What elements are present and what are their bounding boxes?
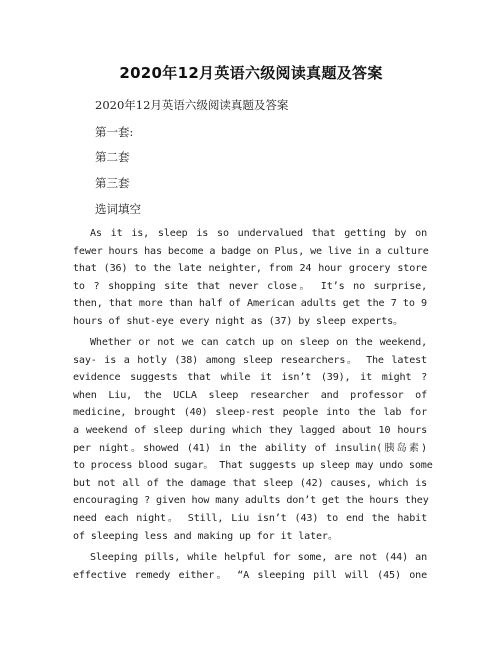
paragraph-line: Sleeping pills, while helpful for some, are not (44) an — [90, 552, 427, 563]
paragraph-line: when Liu, the UCLA sleep researcher and professor of — [73, 389, 427, 401]
section-label-1: 第一套: — [95, 125, 134, 139]
section-label-2: 第二套 — [95, 150, 130, 164]
paragraph-line: to process blood sugar。 That suggests up sleep may undo some — [73, 460, 433, 472]
section-label-3: 第三套 — [95, 176, 130, 190]
paragraph-line: medicine, brought (40) sleep-rest people into the lab for — [73, 407, 427, 419]
paragraph-line: As it is, sleep is so undervalued that getting by on — [90, 228, 427, 239]
paragraph-line: then, that more than half of American adults get the 7 to 9 — [73, 298, 427, 310]
paragraph-1 — [73, 225, 427, 331]
paragraph-line: effective remedy either。 “A sleeping pill will (45) one — [73, 569, 427, 581]
paragraph-line: fewer hours has become a badge on Plus, we live in a culture — [73, 245, 429, 257]
section-heading: 选词填空 — [95, 202, 141, 216]
document-title: 2020年12月英语六级阅读真题及答案 — [119, 64, 383, 82]
paragraph-line: hours of shut-eye every night as (37) by sleep experts。 — [73, 315, 403, 327]
paragraph-line: say- is a hotly (38) among sleep researchers。 The latest — [73, 354, 427, 366]
paragraph-line: that (36) to the late neighter, from 24 hour grocery store — [73, 263, 427, 275]
paragraph-line: encouraging ? given how many adults don’t get the hours they — [73, 495, 429, 507]
paragraph-line: Whether or not we can catch up on sleep on the weekend, — [90, 337, 427, 348]
paragraph-line: need each night。 Still, Liu isn’t (43) to end the habit — [73, 512, 427, 524]
paragraph-line: evidence suggests that while it isn’t (39), it might ? — [73, 372, 427, 384]
paragraph-2 — [73, 334, 433, 545]
paragraph-line: but not all of the damage that sleep (42) causes, which is — [73, 477, 427, 489]
paragraph-3 — [73, 549, 427, 584]
paragraph-line: a weekend of sleep during which they lagged about 10 hours — [73, 424, 427, 436]
paragraph-line: per night。showed (41) in the ability of insulin(胰岛素) — [73, 442, 427, 454]
paragraph-line: to ? shopping site that never close。 It’s no surprise, — [73, 280, 427, 292]
document-subtitle: 2020年12月英语六级阅读真题及答案 — [95, 98, 289, 112]
paragraph-line: of sleeping less and making up for it later。 — [73, 530, 338, 542]
